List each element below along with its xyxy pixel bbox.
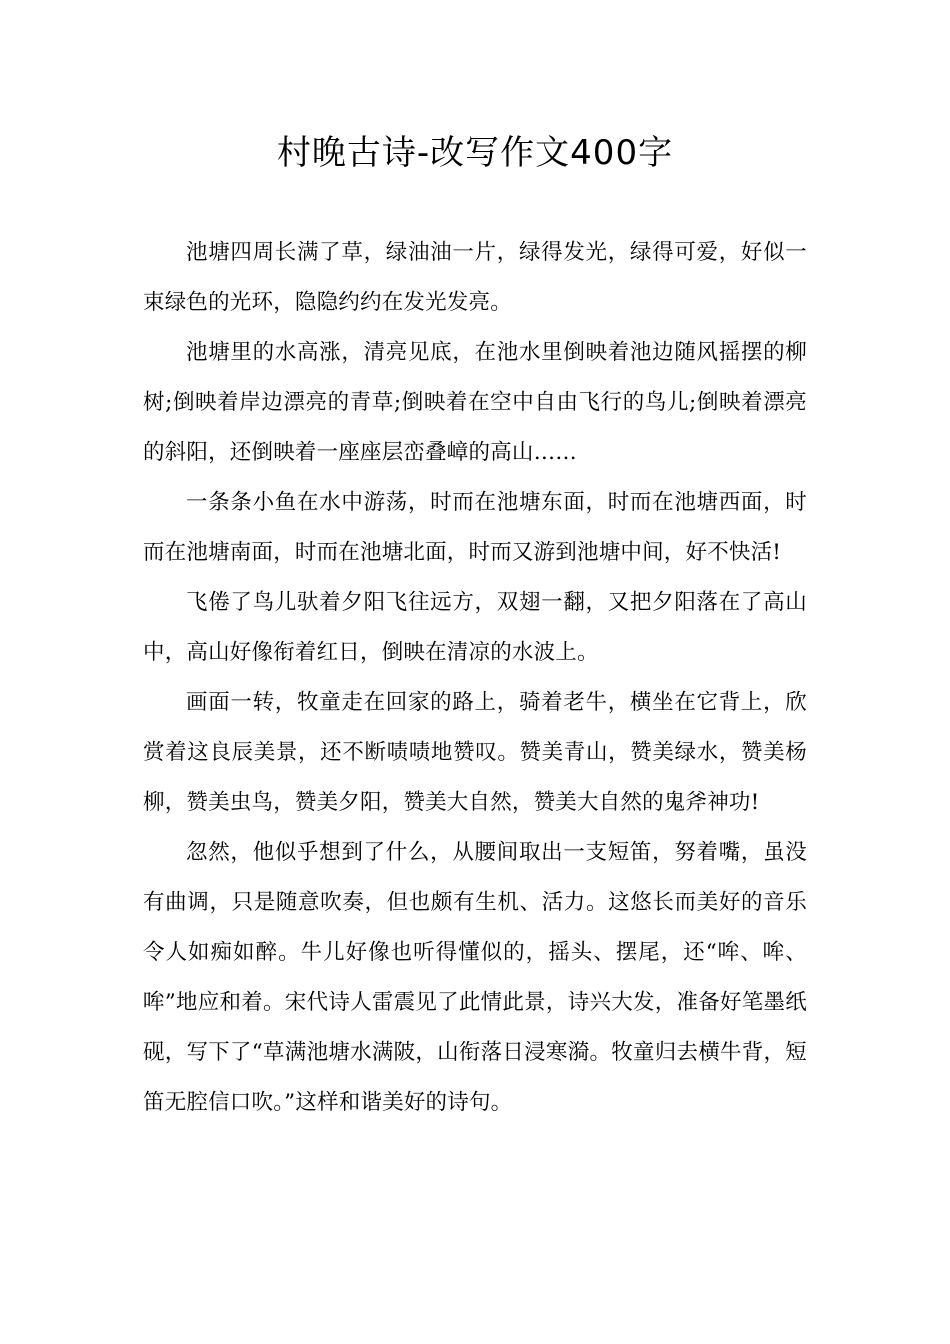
paragraph: 画面一转，牧童走在回家的路上，骑着老牛，横坐在它背上，欣赏着这良辰美景，还不断啧啧地赞叹。赞美青山，赞美绿水，赞美杨柳，赞美虫鸟，赞美夕阳，赞美大自然，赞美大自然的鬼斧神功! [143, 690, 807, 815]
paragraph: 飞倦了鸟儿驮着夕阳飞往远方，双翅一翻，又把夕阳落在了高山中，高山好像衔着红日，倒映在清凉的水波上。 [143, 590, 807, 665]
paragraph: 池塘里的水高涨，清亮见底，在池水里倒映着池边随风摇摆的柳树;倒映着岸边漂亮的青草;倒映着在空中自由飞行的鸟儿;倒映着漂亮的斜阳，还倒映着一座座层峦叠嶂的高山…… [143, 340, 807, 465]
paragraph: 池塘四周长满了草，绿油油一片，绿得发光，绿得可爱，好似一束绿色的光环，隐隐约约在发光发亮。 [143, 240, 807, 315]
document-body [143, 228, 807, 1128]
document-title: 村晚古诗-改写作文400字 [276, 133, 674, 173]
paragraph: 忽然，他似乎想到了什么，从腰间取出一支短笛，努着嘴，虽没有曲调，只是随意吹奏，但也颇有生机、活力。这悠长而美好的音乐令人如痴如醉。牛儿好像也听得懂似的，摇头、摆尾，还“哞、哞、哞”地应和着。宋代诗人雷震见了此情此景，诗兴大发，准备好笔墨纸砚，写下了“草满池塘水满陂，山衔落日浸寒漪。牧童归去横牛背，短笛无腔信口吹。”这样和谐美好的诗句。 [143, 840, 807, 1115]
paragraph: 一条条小鱼在水中游荡，时而在池塘东面，时而在池塘西面，时而在池塘南面，时而在池塘北面，时而又游到池塘中间，好不快活! [143, 490, 807, 565]
